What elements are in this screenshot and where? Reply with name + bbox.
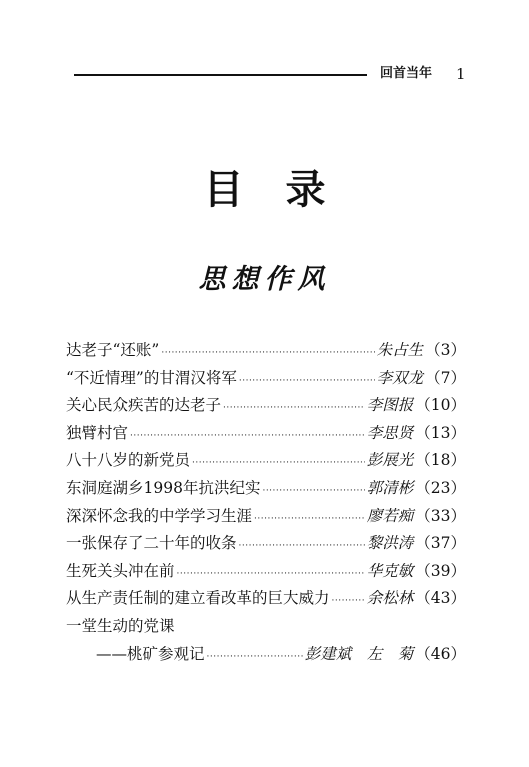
toc-entry-author: 彭建斌 左 菊 bbox=[304, 644, 414, 663]
toc-leader-dots bbox=[192, 450, 365, 478]
toc-entry-author: 郭清彬 bbox=[366, 478, 414, 497]
toc-entry-author: 廖若痴 bbox=[366, 506, 414, 525]
table-of-contents bbox=[66, 337, 466, 668]
toc-entry-page: （13） bbox=[415, 423, 466, 442]
toc-entry[interactable] bbox=[66, 420, 466, 448]
header-rule bbox=[74, 74, 367, 76]
toc-entry-title: 生死关头冲在前 bbox=[66, 561, 175, 580]
toc-leader-dots bbox=[239, 533, 365, 561]
toc-leader-dots bbox=[223, 395, 365, 423]
toc-entry-title: 关心民众疾苦的达老子 bbox=[66, 396, 222, 415]
toc-entry-page: （7） bbox=[425, 368, 466, 387]
toc-entry-page: （39） bbox=[415, 561, 466, 580]
contents-heading: 目录 bbox=[203, 167, 368, 213]
toc-entry-page: （37） bbox=[415, 534, 466, 553]
toc-leader-dots bbox=[130, 423, 365, 451]
toc-entry-title: ——桃矿参观记 bbox=[96, 644, 205, 663]
toc-entry[interactable] bbox=[66, 558, 466, 586]
toc-entry-author: 李思贤 bbox=[366, 423, 414, 442]
toc-entry-page: （43） bbox=[415, 589, 466, 608]
toc-leader-dots bbox=[177, 561, 365, 589]
toc-entry-title: 深深怀念我的中学学习生涯 bbox=[66, 506, 253, 525]
toc-leader-dots bbox=[254, 506, 365, 534]
toc-entry[interactable] bbox=[66, 613, 466, 641]
toc-entry-title: 达老子“还账” bbox=[66, 341, 160, 359]
toc-entry-page: （23） bbox=[415, 478, 466, 497]
toc-entry[interactable] bbox=[66, 337, 466, 365]
toc-entry-page: （3） bbox=[425, 341, 466, 359]
toc-entry[interactable] bbox=[66, 392, 466, 420]
toc-entry-title: 八十八岁的新党员 bbox=[66, 451, 191, 470]
toc-entry-page: （18） bbox=[415, 451, 466, 470]
toc-entry-title: 东洞庭湖乡1998年抗洪纪实 bbox=[66, 478, 261, 497]
toc-entry[interactable] bbox=[66, 365, 466, 393]
toc-leader-dots bbox=[262, 478, 364, 506]
toc-entry-subtitle[interactable] bbox=[66, 641, 466, 669]
toc-entry-title: 一张保存了二十年的收条 bbox=[66, 534, 237, 553]
toc-entry-author: 李图报 bbox=[366, 396, 414, 415]
toc-entry[interactable] bbox=[66, 585, 466, 613]
toc-entry-title: 从生产责任制的建立看改革的巨大威力 bbox=[66, 589, 330, 608]
toc-entry-page: （46） bbox=[415, 644, 466, 663]
toc-leader-dots bbox=[161, 340, 374, 368]
toc-entry-author: 李双龙 bbox=[376, 368, 424, 387]
toc-entry[interactable] bbox=[66, 475, 466, 503]
toc-entry[interactable] bbox=[66, 503, 466, 531]
section-heading: 思想作风 bbox=[198, 264, 331, 295]
toc-entry-page: （33） bbox=[415, 506, 466, 525]
toc-entry-author: 彭展光 bbox=[366, 451, 414, 470]
toc-leader-dots bbox=[332, 588, 365, 616]
toc-entry[interactable] bbox=[66, 530, 466, 558]
page-number: 1 bbox=[456, 65, 466, 83]
toc-entry-author: 华克敏 bbox=[366, 561, 414, 580]
page-header bbox=[74, 64, 474, 86]
toc-entry-title: 独臂村官 bbox=[66, 423, 129, 442]
toc-leader-dots bbox=[207, 644, 303, 672]
toc-entry-title: “不近情理”的甘渭汉将军 bbox=[66, 368, 237, 387]
toc-entry-author: 朱占生 bbox=[376, 341, 424, 359]
toc-entry-page: （10） bbox=[415, 396, 466, 415]
toc-entry-author: 余松林 bbox=[366, 589, 414, 608]
toc-entry-author: 黎洪涛 bbox=[366, 534, 414, 553]
toc-entry-title: 一堂生动的党课 bbox=[66, 616, 175, 635]
toc-leader-dots bbox=[239, 368, 375, 396]
book-title: 回首当年 bbox=[380, 66, 433, 81]
toc-entry[interactable] bbox=[66, 447, 466, 475]
